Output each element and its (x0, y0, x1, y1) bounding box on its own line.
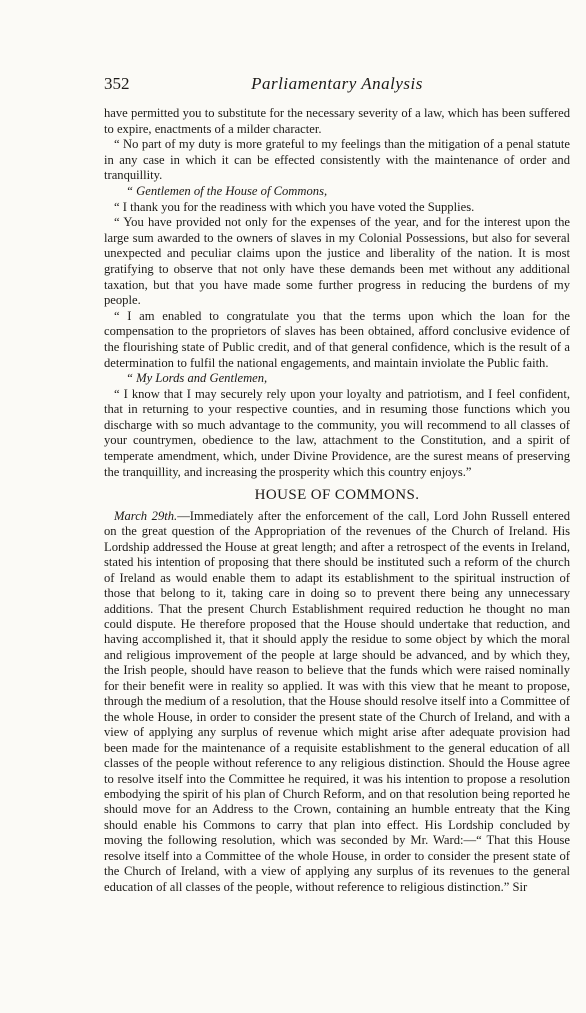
speech-paragraph: “ You have provided not only for the expenses of the year, and for the interest upon the large sum awarded to the owners of slaves in my Colonial Possessions, but also for several unexpected and peculiar claims upon the justice and liberality of the nation. It is most gratifying to observe that not only have these demands been met without any additional taxation, but that you have made some further progress in reducing the burdens of my people. (104, 215, 570, 308)
page-body (104, 106, 570, 895)
page-number: 352 (104, 74, 130, 93)
speech-address: “ Gentlemen of the House of Commons, (126, 183, 328, 198)
section-heading: HOUSE OF COMMONS. (254, 487, 420, 504)
speech-address: “ My Lords and Gentlemen, (126, 371, 268, 386)
debate-report (104, 509, 570, 895)
speech-paragraph: have permitted you to substitute for the necessary severity of a law, which has been suffered to expire, enactments of a milder character. (104, 106, 570, 136)
speech-paragraph: “ I know that I may securely rely upon your loyalty and patriotism, and I feel confident, that in returning to your respective counties, and in resuming those functions which you discharge with so much advantage to the community, you will recommend to all classes of your countrymen, obedience to the law, attachment to the Constitution, and a spirit of temperate amendment, which, under Divine Providence, are the surest means of preserving the tranquillity, and increasing the prosperity which this country enjoys.” (104, 386, 570, 479)
report-date: March 29th. (114, 508, 178, 523)
speech-paragraph: “ I am enabled to congratulate you that the terms upon which the loan for the compensation to the proprietors of slaves has been obtained, afford conclusive evidence of the flourishing state of Public credit, and of that general confidence, which is the result of a determination to fulfil the national engagements, and maintain inviolate the Public faith. (104, 308, 570, 370)
page-header (104, 74, 570, 98)
running-title: Parliamentary Analysis (251, 74, 423, 93)
report-text: —Immediately after the enforcement of the call, Lord John Russell entered on the great question of the Appropriation of the revenues of the Church of Ireland. His Lordship addressed the House at great length; and after a retrospect of the events in Ireland, stated his intention of proposing that there should be instituted such a reform of the church of Ireland as would enable them to adapt its establishment to the spiritual instruction of those that belong to it, taking care in doing so to prevent there being any unnecessary additions. That the present Church Establishment required reduction he thought no man could dispute. He therefore proposed that the House should undertake that reduction, and having accomplished it, that it should apply the residue to some object by which the moral and religious improvement of the people at large should be advanced, and by which they, the Irish people, should have reason to believe that the funds which were raised nominally for their benefit were in reality so applied. It was with this view that he meant to propose, through the medium of a resolution, that the House should resolve itself into a Committee of the whole House, in order to consider the present state of the Church of Ireland, and with a view of applying any surplus of revenue which might arise after adequate provision had been made for the maintenance of a requisite establishment to the general education of all classes of the people without reference to any religious distinction. Should the House agree to resolve itself into the Committee he required, it was his intention to propose a resolution embodying the spirit of his plan of Church Reform, and on that resolution being reported he should move for an Address to the Crown, containing an humble entreaty that the King should enable his Commons to carry that plan into effect. His Lordship concluded by moving the following resolution, which was seconded by Mr. Ward:—“ That this House resolve itself into a Committee of the whole House, in order to consider the present state of the Church of Ireland, with a view of applying any surplus of its revenues to the general education of all classes of the people, without reference to religious distinction.” Sir (104, 508, 570, 894)
speech-paragraph: “ No part of my duty is more grateful to my feelings than the mitigation of a penal statute in any case in which it can be effected consistently with the maintenance of order and tranquillity. (104, 137, 570, 183)
speech-paragraph: “ I thank you for the readiness with which you have voted the Supplies. (114, 199, 475, 214)
